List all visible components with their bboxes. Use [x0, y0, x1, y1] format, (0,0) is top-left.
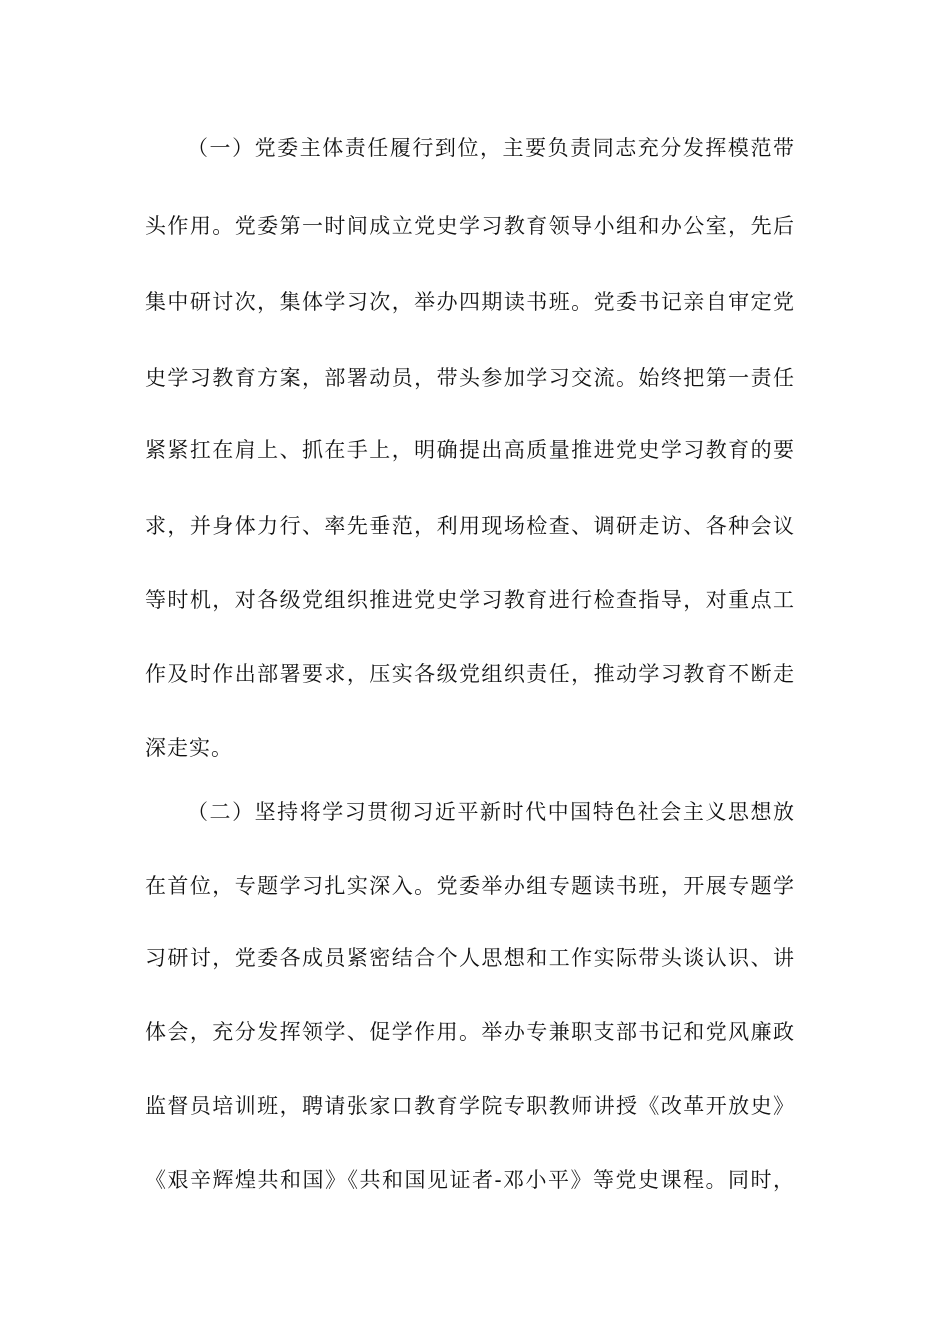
paragraph-1-line-5: 紧紧扛在肩上、抓在手上，明确提出高质量推进党史学习教育的要	[145, 438, 795, 462]
paragraph-1-line-4: 史学习教育方案，部署动员，带头参加学习交流。始终把第一责任	[145, 366, 795, 390]
paragraph-1-line-9: 深走实。	[145, 736, 233, 760]
paragraph-2-line-5: 监督员培训班，聘请张家口教育学院专职教师讲授《改革开放史》	[145, 1094, 795, 1118]
paragraph-1-line-1: （一）党委主体责任履行到位，主要负责同志充分发挥模范带	[187, 136, 795, 160]
paragraph-2-line-1: （二）坚持将学习贯彻习近平新时代中国特色社会主义思想放	[187, 800, 795, 824]
paragraph-1-line-6: 求，并身体力行、率先垂范，利用现场检查、调研走访、各种会议	[145, 514, 795, 538]
paragraph-1-line-2: 头作用。党委第一时间成立党史学习教育领导小组和办公室，先后	[145, 214, 795, 238]
paragraph-1-line-7: 等时机，对各级党组织推进党史学习教育进行检查指导，对重点工	[145, 588, 795, 612]
paragraph-1-line-3: 集中研讨次，集体学习次，举办四期读书班。党委书记亲自审定党	[145, 290, 795, 314]
paragraph-2-line-6: 《艰辛辉煌共和国》《共和国见证者-邓小平》等党史课程。同时，	[145, 1168, 795, 1192]
paragraph-2-line-2: 在首位，专题学习扎实深入。党委举办组专题读书班，开展专题学	[145, 874, 795, 898]
paragraph-2-line-4: 体会，充分发挥领学、促学作用。举办专兼职支部书记和党风廉政	[145, 1020, 795, 1044]
paragraph-1-line-8: 作及时作出部署要求，压实各级党组织责任，推动学习教育不断走	[145, 662, 795, 686]
paragraph-2-line-3: 习研讨，党委各成员紧密结合个人思想和工作实际带头谈认识、讲	[145, 946, 795, 970]
